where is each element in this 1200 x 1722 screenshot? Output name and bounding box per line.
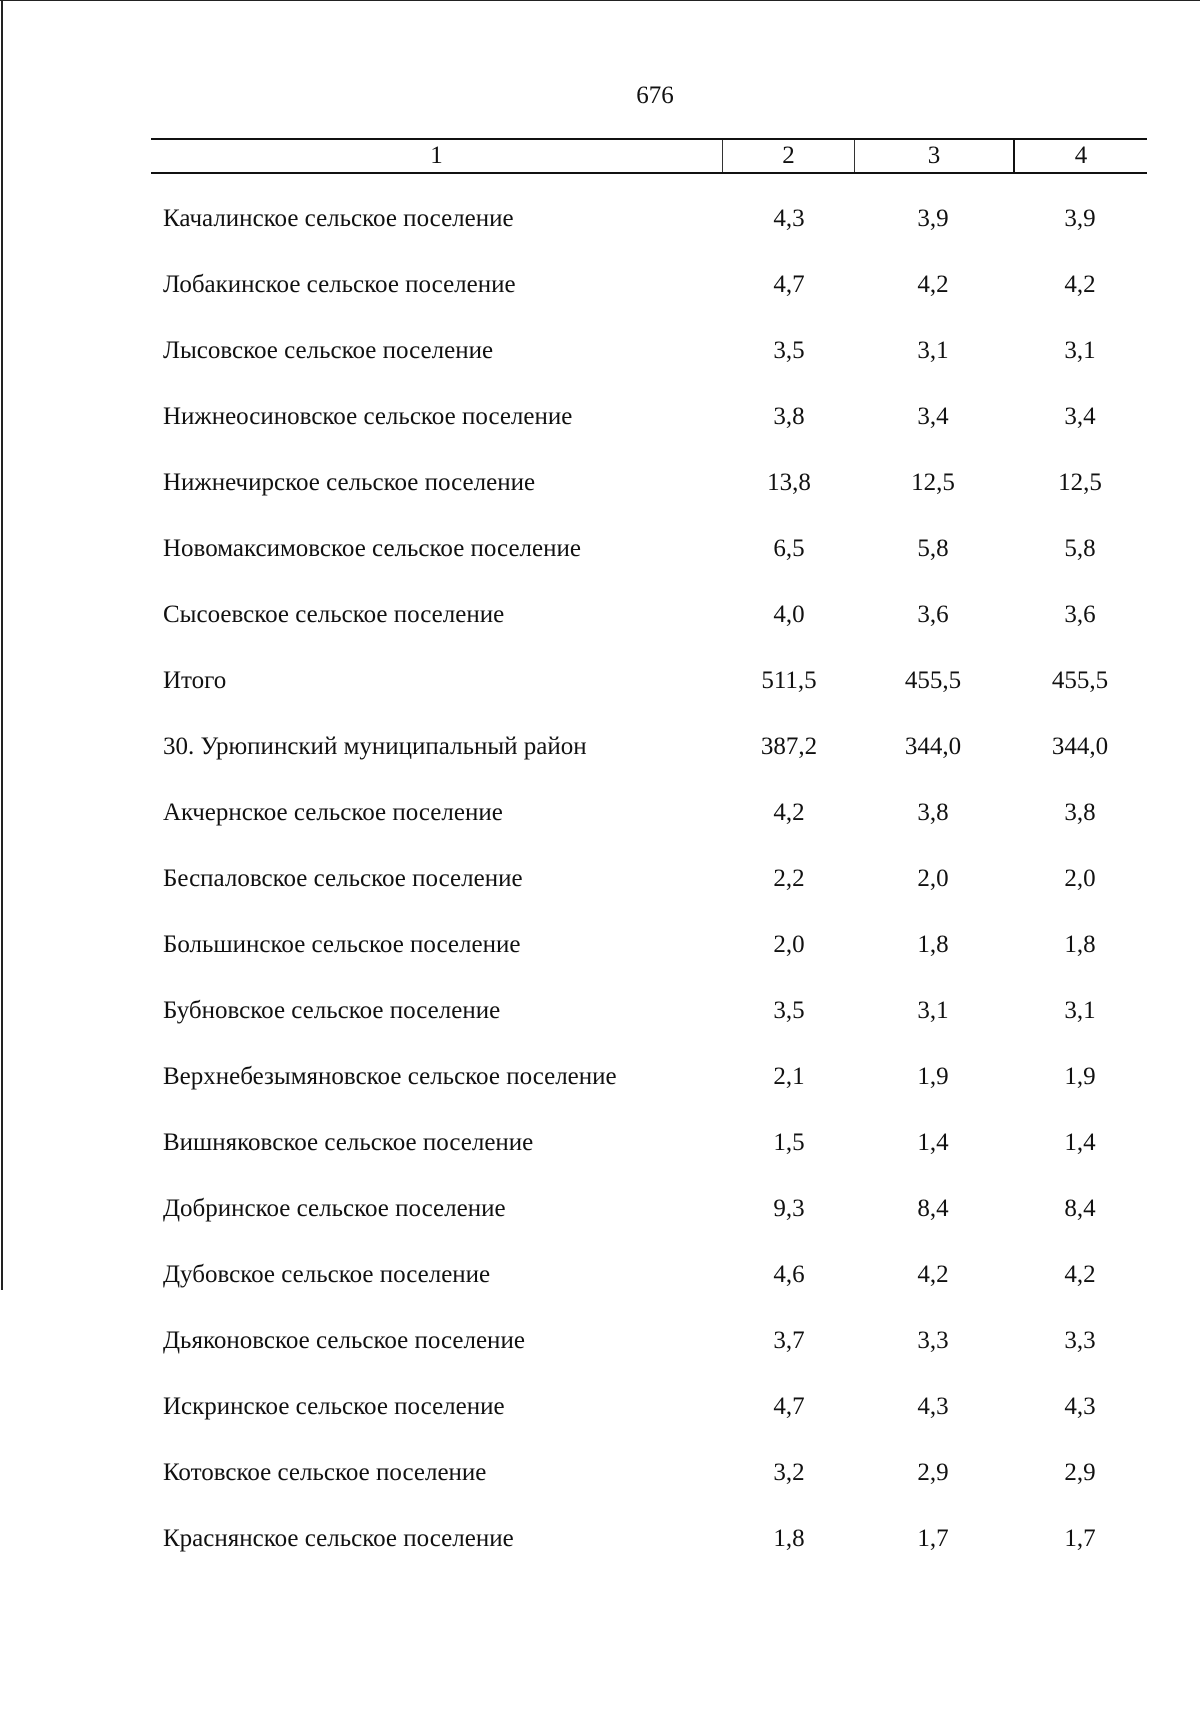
column-header-1: 1 bbox=[151, 140, 723, 172]
row-name: Верхнебезымяновское сельское поселение bbox=[163, 1063, 617, 1090]
row-value-col4: 3,8 bbox=[1064, 799, 1096, 826]
table-row-district bbox=[0, 714, 1200, 780]
row-value-col3: 3,1 bbox=[917, 997, 949, 1024]
row-value-col4: 3,1 bbox=[1064, 337, 1096, 364]
row-value-col3: 3,1 bbox=[917, 337, 949, 364]
row-value-col4: 2,0 bbox=[1064, 865, 1096, 892]
table-row bbox=[0, 186, 1200, 252]
row-value-col2: 387,2 bbox=[760, 733, 818, 760]
row-name: Лобакинское сельское поселение bbox=[163, 271, 516, 298]
table-body bbox=[0, 186, 1200, 1572]
row-name: Лысовское сельское поселение bbox=[163, 337, 494, 364]
row-value-col2: 4,7 bbox=[773, 1393, 805, 1420]
page-number: 676 bbox=[636, 82, 674, 109]
row-value-col3: 5,8 bbox=[917, 535, 949, 562]
row-value-col2: 4,0 bbox=[773, 601, 805, 628]
row-value-col2: 2,2 bbox=[773, 865, 805, 892]
row-value-col2: 4,3 bbox=[773, 205, 805, 232]
row-name: 30. Урюпинский муниципальный район bbox=[163, 733, 587, 760]
row-value-col3: 455,5 bbox=[904, 667, 962, 694]
row-value-col3: 1,9 bbox=[917, 1063, 949, 1090]
row-value-col2: 4,6 bbox=[773, 1261, 805, 1288]
table-row bbox=[0, 912, 1200, 978]
row-value-col3: 3,3 bbox=[917, 1327, 949, 1354]
table-row bbox=[0, 450, 1200, 516]
row-value-col4: 4,2 bbox=[1064, 1261, 1096, 1288]
row-value-col4: 3,3 bbox=[1064, 1327, 1096, 1354]
row-value-col2: 3,8 bbox=[773, 403, 805, 430]
table-row bbox=[0, 1308, 1200, 1374]
column-header-2: 2 bbox=[723, 140, 855, 172]
row-value-col2: 6,5 bbox=[773, 535, 805, 562]
row-name: Нижнечирское сельское поселение bbox=[163, 469, 536, 496]
row-value-col3: 8,4 bbox=[917, 1195, 949, 1222]
table-row bbox=[0, 318, 1200, 384]
table-row-total bbox=[0, 648, 1200, 714]
row-name: Итого bbox=[163, 667, 227, 694]
table-row bbox=[0, 780, 1200, 846]
row-name: Добринское сельское поселение bbox=[163, 1195, 506, 1222]
row-value-col3: 3,8 bbox=[917, 799, 949, 826]
row-value-col3: 4,2 bbox=[917, 271, 949, 298]
row-value-col4: 12,5 bbox=[1058, 469, 1102, 496]
row-name: Вишняковское сельское поселение bbox=[163, 1129, 534, 1156]
row-name: Котовское сельское поселение bbox=[163, 1459, 487, 1486]
row-value-col3: 4,2 bbox=[917, 1261, 949, 1288]
row-value-col2: 3,5 bbox=[773, 997, 805, 1024]
row-name: Искринское сельское поселение bbox=[163, 1393, 505, 1420]
row-name: Краснянское сельское поселение bbox=[163, 1525, 514, 1552]
row-name: Дьяконовское сельское поселение bbox=[163, 1327, 525, 1354]
row-value-col4: 3,1 bbox=[1064, 997, 1096, 1024]
row-value-col3: 344,0 bbox=[904, 733, 962, 760]
scan-edge-top bbox=[0, 0, 1200, 1]
row-value-col2: 4,7 bbox=[773, 271, 805, 298]
table-row bbox=[0, 978, 1200, 1044]
row-value-col3: 2,0 bbox=[917, 865, 949, 892]
column-header-3: 3 bbox=[855, 140, 1015, 172]
table-row bbox=[0, 1176, 1200, 1242]
table-row bbox=[0, 1440, 1200, 1506]
row-value-col3: 3,6 bbox=[917, 601, 949, 628]
row-name: Сысоевское сельское поселение bbox=[163, 601, 505, 628]
row-value-col2: 511,5 bbox=[761, 667, 817, 694]
table-row bbox=[0, 384, 1200, 450]
row-value-col4: 3,4 bbox=[1064, 403, 1096, 430]
table-row bbox=[0, 1506, 1200, 1572]
row-name: Качалинское сельское поселение bbox=[163, 205, 514, 232]
row-value-col3: 2,9 bbox=[917, 1459, 949, 1486]
row-value-col4: 2,9 bbox=[1064, 1459, 1096, 1486]
table-header bbox=[151, 138, 1147, 174]
row-value-col4: 3,6 bbox=[1064, 601, 1096, 628]
row-value-col2: 2,0 bbox=[773, 931, 805, 958]
table-row bbox=[0, 1110, 1200, 1176]
row-name: Большинское сельское поселение bbox=[163, 931, 521, 958]
row-value-col4: 3,9 bbox=[1064, 205, 1096, 232]
row-name: Новомаксимовское сельское поселение bbox=[163, 535, 581, 562]
row-value-col2: 3,2 bbox=[773, 1459, 805, 1486]
row-name: Нижнеосиновское сельское поселение bbox=[163, 403, 573, 430]
row-value-col4: 5,8 bbox=[1064, 535, 1096, 562]
column-header-4: 4 bbox=[1074, 142, 1088, 169]
row-value-col3: 1,4 bbox=[917, 1129, 949, 1156]
table-row bbox=[0, 1374, 1200, 1440]
row-name: Бубновское сельское поселение bbox=[163, 997, 501, 1024]
row-value-col2: 3,7 bbox=[773, 1327, 805, 1354]
row-value-col4: 1,4 bbox=[1064, 1129, 1096, 1156]
table-row bbox=[0, 252, 1200, 318]
row-value-col3: 4,3 bbox=[917, 1393, 949, 1420]
row-value-col4: 4,3 bbox=[1064, 1393, 1096, 1420]
table-row bbox=[0, 846, 1200, 912]
row-value-col3: 1,7 bbox=[917, 1525, 949, 1552]
row-value-col3: 1,8 bbox=[917, 931, 949, 958]
row-name: Акчернское сельское поселение bbox=[163, 799, 503, 826]
row-value-col2: 13,8 bbox=[767, 469, 811, 496]
row-value-col3: 3,4 bbox=[917, 403, 949, 430]
row-value-col4: 344,0 bbox=[1051, 733, 1109, 760]
row-value-col2: 2,1 bbox=[773, 1063, 805, 1090]
row-value-col4: 4,2 bbox=[1064, 271, 1096, 298]
row-value-col4: 1,7 bbox=[1064, 1525, 1096, 1552]
row-value-col4: 1,9 bbox=[1064, 1063, 1096, 1090]
table-row bbox=[0, 1044, 1200, 1110]
row-value-col3: 12,5 bbox=[911, 469, 955, 496]
row-value-col4: 1,8 bbox=[1064, 931, 1096, 958]
row-value-col4: 8,4 bbox=[1064, 1195, 1096, 1222]
row-value-col2: 3,5 bbox=[773, 337, 805, 364]
row-name: Беспаловское сельское поселение bbox=[163, 865, 523, 892]
table-row bbox=[0, 1242, 1200, 1308]
row-value-col3: 3,9 bbox=[917, 205, 949, 232]
row-name: Дубовское сельское поселение bbox=[163, 1261, 491, 1288]
row-value-col2: 1,5 bbox=[773, 1129, 805, 1156]
row-value-col2: 1,8 bbox=[773, 1525, 805, 1552]
row-value-col2: 9,3 bbox=[773, 1195, 805, 1222]
row-value-col4: 455,5 bbox=[1051, 667, 1109, 694]
table-row bbox=[0, 582, 1200, 648]
row-value-col2: 4,2 bbox=[773, 799, 805, 826]
table-row bbox=[0, 516, 1200, 582]
